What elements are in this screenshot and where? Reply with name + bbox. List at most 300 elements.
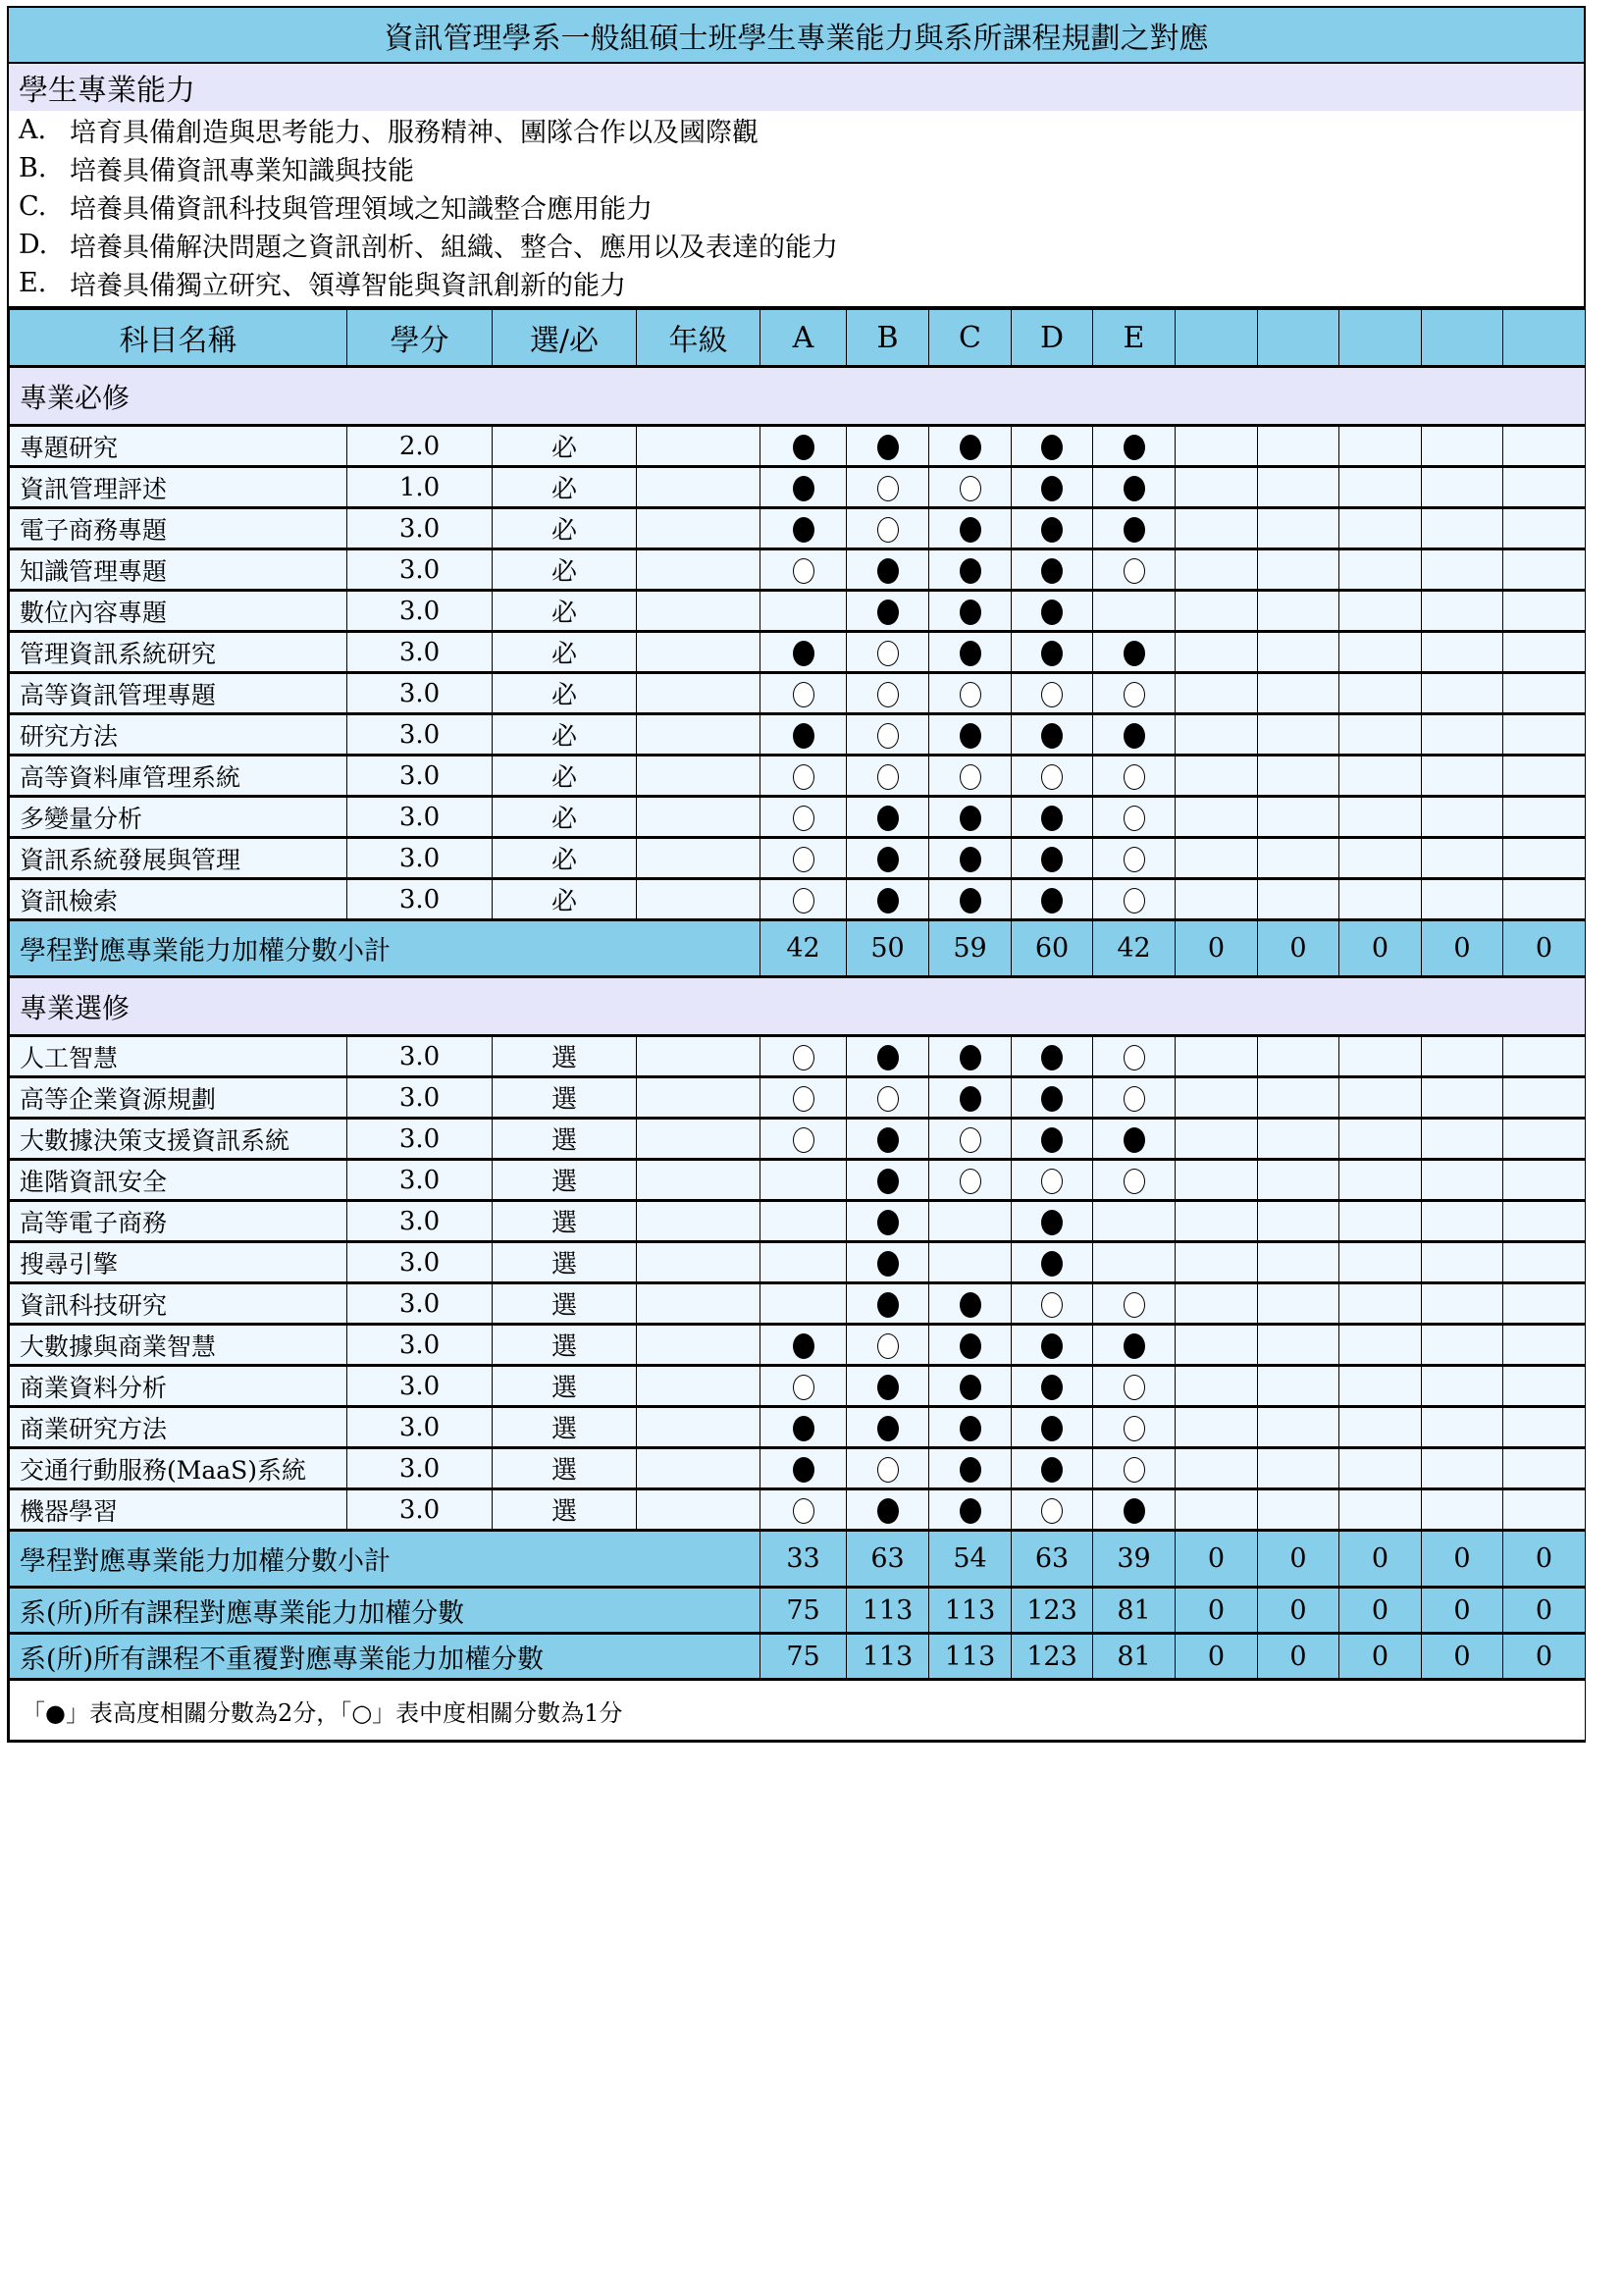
skill-mark-cell — [1093, 1036, 1176, 1077]
skill-mark-cell — [847, 1448, 929, 1489]
skill-mark-cell — [1339, 549, 1422, 591]
high-relevance-dot-icon — [1041, 558, 1063, 584]
skill-mark-cell — [1012, 632, 1093, 673]
course-credits: 3.0 — [347, 1242, 493, 1283]
skill-mark-cell — [929, 467, 1012, 508]
skill-mark-cell — [1258, 1242, 1339, 1283]
skill-mark-cell — [760, 1119, 847, 1160]
skill-mark-cell — [929, 426, 1012, 467]
skill-mark-cell — [760, 1077, 847, 1119]
skill-mark-cell — [1503, 508, 1586, 549]
skill-mark-cell — [1422, 1407, 1503, 1448]
col-header-grade: 年級 — [637, 310, 760, 367]
course-credits: 3.0 — [347, 673, 493, 714]
high-relevance-dot-icon — [877, 435, 899, 460]
skill-mark-cell — [1012, 756, 1093, 797]
skill-mark-cell — [1339, 1160, 1422, 1201]
high-relevance-dot-icon — [960, 558, 981, 584]
medium-relevance-circle-icon — [1124, 1375, 1145, 1400]
skill-mark-cell — [1176, 673, 1258, 714]
course-grade — [637, 1077, 760, 1119]
high-relevance-dot-icon — [793, 476, 814, 501]
course-grade — [637, 797, 760, 838]
total-row — [10, 1634, 1586, 1680]
course-grade — [637, 1366, 760, 1407]
medium-relevance-circle-icon — [877, 764, 899, 790]
skill-mark-cell — [1422, 1283, 1503, 1325]
subtotal-value: 39 — [1093, 1531, 1176, 1588]
skill-mark-cell — [1176, 714, 1258, 756]
skill-mark-cell — [1422, 426, 1503, 467]
course-grade — [637, 508, 760, 549]
course-name: 交通行動服務(MaaS)系統 — [10, 1448, 347, 1489]
skill-mark-cell — [929, 797, 1012, 838]
course-credits: 3.0 — [347, 549, 493, 591]
skill-mark-cell — [1339, 467, 1422, 508]
skill-mark-cell — [1339, 1036, 1422, 1077]
skill-mark-cell — [847, 549, 929, 591]
skill-text: 培養具備獨立研究、領導智能與資訊創新的能力 — [70, 271, 626, 301]
high-relevance-dot-icon — [960, 1375, 981, 1400]
skill-key: A. — [19, 115, 47, 145]
skill-mark-cell — [1176, 756, 1258, 797]
high-relevance-dot-icon — [960, 1498, 981, 1524]
medium-relevance-circle-icon — [960, 764, 981, 790]
skill-text: 培養具備解決問題之資訊剖析、組織、整合、應用以及表達的能力 — [70, 233, 838, 263]
skill-mark-cell — [1176, 1407, 1258, 1448]
course-type: 必 — [493, 879, 637, 920]
skill-mark-cell — [1093, 838, 1176, 879]
medium-relevance-circle-icon — [1124, 1416, 1145, 1441]
skill-mark-cell — [1176, 1201, 1258, 1242]
high-relevance-dot-icon — [877, 1127, 899, 1153]
skill-mark-cell — [847, 467, 929, 508]
high-relevance-dot-icon — [793, 641, 814, 666]
course-row — [10, 756, 1586, 797]
course-grade — [637, 1201, 760, 1242]
high-relevance-dot-icon — [877, 1498, 899, 1524]
skill-mark-cell — [929, 1160, 1012, 1201]
medium-relevance-circle-icon — [1124, 1086, 1145, 1112]
high-relevance-dot-icon — [877, 1375, 899, 1400]
skill-mark-cell — [760, 1489, 847, 1531]
medium-relevance-circle-icon — [1124, 1457, 1145, 1483]
skill-mark-cell — [1503, 1489, 1586, 1531]
skill-mark-cell — [1258, 1036, 1339, 1077]
course-grade — [637, 549, 760, 591]
col-header-skill — [1503, 310, 1586, 367]
skill-mark-cell — [1012, 797, 1093, 838]
skill-mark-cell — [760, 1036, 847, 1077]
skill-mark-cell — [1176, 1160, 1258, 1201]
skill-mark-cell — [1503, 879, 1586, 920]
course-name: 高等資訊管理專題 — [10, 673, 347, 714]
subtotal-value: 0 — [1503, 1531, 1586, 1588]
skill-mark-cell — [929, 1119, 1012, 1160]
legend-row — [10, 1680, 1586, 1741]
medium-relevance-circle-icon — [793, 806, 814, 831]
skill-mark-cell — [929, 1489, 1012, 1531]
medium-relevance-circle-icon — [877, 517, 899, 543]
skill-mark-cell — [1339, 508, 1422, 549]
skill-item — [9, 111, 1584, 149]
high-relevance-dot-icon — [877, 806, 899, 831]
skill-mark-cell — [1093, 467, 1176, 508]
course-name: 高等資料庫管理系統 — [10, 756, 347, 797]
course-credits: 3.0 — [347, 508, 493, 549]
course-grade — [637, 632, 760, 673]
course-grade — [637, 1325, 760, 1366]
skill-mark-cell — [1176, 1366, 1258, 1407]
section-header-row — [10, 977, 1586, 1036]
skill-mark-cell — [929, 632, 1012, 673]
course-grade — [637, 1489, 760, 1531]
skill-mark-cell — [1093, 1077, 1176, 1119]
medium-relevance-circle-icon — [793, 1086, 814, 1112]
skill-mark-cell — [929, 673, 1012, 714]
skill-mark-cell — [1258, 426, 1339, 467]
medium-relevance-circle-icon — [793, 1045, 814, 1070]
subtotal-label: 學程對應專業能力加權分數小計 — [10, 920, 760, 977]
skill-mark-cell — [847, 591, 929, 632]
course-type: 必 — [493, 838, 637, 879]
course-type: 必 — [493, 508, 637, 549]
high-relevance-dot-icon — [1041, 1416, 1063, 1441]
skill-mark-cell — [847, 1325, 929, 1366]
skill-mark-cell — [1339, 1119, 1422, 1160]
skill-mark-cell — [847, 797, 929, 838]
medium-relevance-circle-icon — [1124, 888, 1145, 913]
skill-mark-cell — [1339, 632, 1422, 673]
high-relevance-dot-icon — [1041, 723, 1063, 749]
total-value: 113 — [929, 1634, 1012, 1680]
skill-mark-cell — [1422, 1366, 1503, 1407]
medium-relevance-circle-icon — [793, 847, 814, 872]
skill-mark-cell — [1012, 673, 1093, 714]
course-row — [10, 632, 1586, 673]
skill-mark-cell — [1012, 1119, 1093, 1160]
medium-relevance-circle-icon — [877, 1333, 899, 1359]
high-relevance-dot-icon — [877, 1169, 899, 1194]
course-row — [10, 549, 1586, 591]
skill-mark-cell — [1012, 1366, 1093, 1407]
skill-mark-cell — [929, 1242, 1012, 1283]
skill-mark-cell — [1258, 1448, 1339, 1489]
course-credits: 3.0 — [347, 1119, 493, 1160]
skill-mark-cell — [1093, 591, 1176, 632]
total-value: 75 — [760, 1634, 847, 1680]
skill-mark-cell — [847, 879, 929, 920]
col-header-skill: B — [847, 310, 929, 367]
course-type: 選 — [493, 1036, 637, 1077]
skill-mark-cell — [760, 1242, 847, 1283]
skill-mark-cell — [1258, 549, 1339, 591]
course-row — [10, 1407, 1586, 1448]
col-header-skill — [1339, 310, 1422, 367]
skill-mark-cell — [1176, 1077, 1258, 1119]
course-name: 高等企業資源規劃 — [10, 1077, 347, 1119]
skill-mark-cell — [1422, 1489, 1503, 1531]
skill-mark-cell — [1422, 1201, 1503, 1242]
skill-mark-cell — [1012, 1283, 1093, 1325]
skill-mark-cell — [1339, 1407, 1422, 1448]
subtotal-label: 學程對應專業能力加權分數小計 — [10, 1531, 760, 1588]
high-relevance-dot-icon — [960, 517, 981, 543]
course-credits: 3.0 — [347, 1407, 493, 1448]
col-header-skill — [1422, 310, 1503, 367]
skills-list — [9, 111, 1584, 302]
skill-mark-cell — [847, 714, 929, 756]
total-value: 75 — [760, 1588, 847, 1634]
high-relevance-dot-icon — [960, 888, 981, 913]
skill-mark-cell — [1093, 508, 1176, 549]
course-type: 選 — [493, 1366, 637, 1407]
course-name: 管理資訊系統研究 — [10, 632, 347, 673]
skill-mark-cell — [1503, 591, 1586, 632]
skill-mark-cell — [1339, 1283, 1422, 1325]
col-header-skill — [1258, 310, 1339, 367]
skill-key: B. — [19, 153, 47, 183]
skill-mark-cell — [760, 838, 847, 879]
skill-mark-cell — [929, 756, 1012, 797]
skill-mark-cell — [1503, 756, 1586, 797]
total-value: 0 — [1339, 1588, 1422, 1634]
skill-mark-cell — [847, 1160, 929, 1201]
course-name: 搜尋引擎 — [10, 1242, 347, 1283]
skill-mark-cell — [1503, 1366, 1586, 1407]
high-relevance-dot-icon — [877, 1045, 899, 1070]
skill-mark-cell — [1422, 838, 1503, 879]
high-relevance-dot-icon — [1041, 847, 1063, 872]
skill-mark-cell — [760, 1325, 847, 1366]
skill-mark-cell — [1258, 632, 1339, 673]
skill-mark-cell — [760, 879, 847, 920]
course-grade — [637, 879, 760, 920]
course-type: 選 — [493, 1325, 637, 1366]
subtotal-value: 54 — [929, 1531, 1012, 1588]
skill-mark-cell — [1258, 1407, 1339, 1448]
high-relevance-dot-icon — [960, 1457, 981, 1483]
medium-relevance-circle-icon — [1041, 764, 1063, 790]
skill-mark-cell — [847, 838, 929, 879]
skill-mark-cell — [929, 508, 1012, 549]
high-relevance-dot-icon — [877, 1292, 899, 1318]
skill-mark-cell — [1339, 879, 1422, 920]
skill-mark-cell — [1422, 797, 1503, 838]
medium-relevance-circle-icon — [877, 682, 899, 707]
column-header-row — [10, 310, 1586, 367]
course-row — [10, 1448, 1586, 1489]
high-relevance-dot-icon — [877, 600, 899, 625]
skill-mark-cell — [929, 1283, 1012, 1325]
high-relevance-dot-icon — [960, 435, 981, 460]
skill-mark-cell — [1258, 1366, 1339, 1407]
skill-mark-cell — [1176, 632, 1258, 673]
total-value: 81 — [1093, 1588, 1176, 1634]
skill-key: E. — [19, 268, 47, 298]
medium-relevance-circle-icon — [1124, 764, 1145, 790]
skill-mark-cell — [1503, 1036, 1586, 1077]
skill-mark-cell — [1093, 1489, 1176, 1531]
skill-mark-cell — [1093, 1325, 1176, 1366]
skill-mark-cell — [1012, 714, 1093, 756]
skill-mark-cell — [1339, 756, 1422, 797]
high-relevance-dot-icon — [1041, 1457, 1063, 1483]
skill-text: 培養具備資訊專業知識與技能 — [70, 156, 414, 186]
medium-relevance-circle-icon — [793, 1498, 814, 1524]
course-name: 數位內容專題 — [10, 591, 347, 632]
skill-mark-cell — [1176, 508, 1258, 549]
course-row — [10, 1242, 1586, 1283]
skill-mark-cell — [1176, 591, 1258, 632]
skill-mark-cell — [847, 1366, 929, 1407]
skill-mark-cell — [1258, 879, 1339, 920]
skill-mark-cell — [1503, 1119, 1586, 1160]
course-name: 商業資料分析 — [10, 1366, 347, 1407]
skill-mark-cell — [1176, 1036, 1258, 1077]
skill-mark-cell — [929, 1036, 1012, 1077]
medium-relevance-circle-icon — [960, 682, 981, 707]
course-credits: 3.0 — [347, 1489, 493, 1531]
skill-mark-cell — [847, 508, 929, 549]
skill-mark-cell — [760, 591, 847, 632]
medium-relevance-circle-icon — [1124, 847, 1145, 872]
total-value: 0 — [1422, 1588, 1503, 1634]
medium-relevance-circle-icon — [877, 1457, 899, 1483]
skill-mark-cell — [760, 1201, 847, 1242]
course-type: 選 — [493, 1077, 637, 1119]
subtotal-value: 60 — [1012, 920, 1093, 977]
high-relevance-dot-icon — [960, 847, 981, 872]
medium-relevance-circle-icon — [1041, 1498, 1063, 1524]
subtotal-value: 33 — [760, 1531, 847, 1588]
high-relevance-dot-icon — [1041, 600, 1063, 625]
course-grade — [637, 1036, 760, 1077]
skill-mark-cell — [1339, 673, 1422, 714]
medium-relevance-circle-icon — [1124, 558, 1145, 584]
subtotal-value: 0 — [1339, 920, 1422, 977]
course-credits: 3.0 — [347, 632, 493, 673]
skill-mark-cell — [929, 1366, 1012, 1407]
skill-mark-cell — [1503, 1283, 1586, 1325]
skill-mark-cell — [1176, 797, 1258, 838]
course-row — [10, 797, 1586, 838]
skill-mark-cell — [1176, 549, 1258, 591]
course-name: 電子商務專題 — [10, 508, 347, 549]
skill-mark-cell — [929, 879, 1012, 920]
subtotal-value: 0 — [1422, 920, 1503, 977]
skill-text: 培養具備資訊科技與管理領域之知識整合應用能力 — [70, 194, 653, 225]
skill-mark-cell — [1176, 1283, 1258, 1325]
total-row — [10, 1588, 1586, 1634]
subtotal-value: 42 — [1093, 920, 1176, 977]
course-name: 多變量分析 — [10, 797, 347, 838]
skill-mark-cell — [1422, 1119, 1503, 1160]
skill-mark-cell — [1422, 467, 1503, 508]
medium-relevance-circle-icon — [877, 641, 899, 666]
skill-item — [9, 264, 1584, 302]
total-value: 0 — [1503, 1588, 1586, 1634]
course-grade — [637, 1448, 760, 1489]
course-credits: 3.0 — [347, 1160, 493, 1201]
high-relevance-dot-icon — [1041, 888, 1063, 913]
high-relevance-dot-icon — [960, 1333, 981, 1359]
course-grade — [637, 756, 760, 797]
course-grade — [637, 1242, 760, 1283]
skill-mark-cell — [1339, 714, 1422, 756]
high-relevance-dot-icon — [960, 723, 981, 749]
high-relevance-dot-icon — [877, 888, 899, 913]
course-row — [10, 1119, 1586, 1160]
high-relevance-dot-icon — [877, 1416, 899, 1441]
skill-mark-cell — [1012, 549, 1093, 591]
skill-mark-cell — [1258, 508, 1339, 549]
skill-mark-cell — [1176, 1119, 1258, 1160]
skill-mark-cell — [929, 1201, 1012, 1242]
medium-relevance-circle-icon — [793, 1375, 814, 1400]
skill-mark-cell — [1339, 1366, 1422, 1407]
skill-mark-cell — [1339, 1201, 1422, 1242]
high-relevance-dot-icon — [1041, 435, 1063, 460]
high-relevance-dot-icon — [1124, 476, 1145, 501]
course-credits: 3.0 — [347, 1448, 493, 1489]
course-grade — [637, 838, 760, 879]
subtotal-value: 63 — [1012, 1531, 1093, 1588]
skill-mark-cell — [760, 1448, 847, 1489]
medium-relevance-circle-icon — [877, 476, 899, 501]
skill-mark-cell — [847, 1036, 929, 1077]
skill-item — [9, 226, 1584, 264]
subtotal-value: 0 — [1258, 1531, 1339, 1588]
total-value: 113 — [847, 1588, 929, 1634]
subtotal-row — [10, 920, 1586, 977]
skill-mark-cell — [929, 714, 1012, 756]
skill-mark-cell — [847, 756, 929, 797]
subtotal-value: 0 — [1176, 920, 1258, 977]
skill-mark-cell — [1503, 467, 1586, 508]
skill-mark-cell — [847, 1119, 929, 1160]
skill-mark-cell — [760, 426, 847, 467]
course-type: 選 — [493, 1407, 637, 1448]
total-value: 0 — [1258, 1588, 1339, 1634]
skill-mark-cell — [1012, 508, 1093, 549]
medium-relevance-circle-icon — [960, 1127, 981, 1153]
course-credits: 3.0 — [347, 1077, 493, 1119]
high-relevance-dot-icon — [1041, 1375, 1063, 1400]
course-credits: 3.0 — [347, 797, 493, 838]
high-relevance-dot-icon — [960, 641, 981, 666]
skill-mark-cell — [1176, 1242, 1258, 1283]
section-title: 專業必修 — [10, 367, 1586, 426]
high-relevance-dot-icon — [793, 1457, 814, 1483]
skill-mark-cell — [1258, 673, 1339, 714]
course-credits: 3.0 — [347, 1325, 493, 1366]
skill-item — [9, 187, 1584, 226]
skill-mark-cell — [1503, 1407, 1586, 1448]
skill-mark-cell — [1339, 1242, 1422, 1283]
skill-mark-cell — [1012, 467, 1093, 508]
course-name: 商業研究方法 — [10, 1407, 347, 1448]
total-value: 0 — [1339, 1634, 1422, 1680]
course-credits: 2.0 — [347, 426, 493, 467]
high-relevance-dot-icon — [960, 1416, 981, 1441]
skill-mark-cell — [1422, 673, 1503, 714]
skill-mark-cell — [929, 591, 1012, 632]
skill-mark-cell — [1093, 1119, 1176, 1160]
skill-mark-cell — [1093, 1407, 1176, 1448]
high-relevance-dot-icon — [1041, 806, 1063, 831]
skill-mark-cell — [1176, 879, 1258, 920]
